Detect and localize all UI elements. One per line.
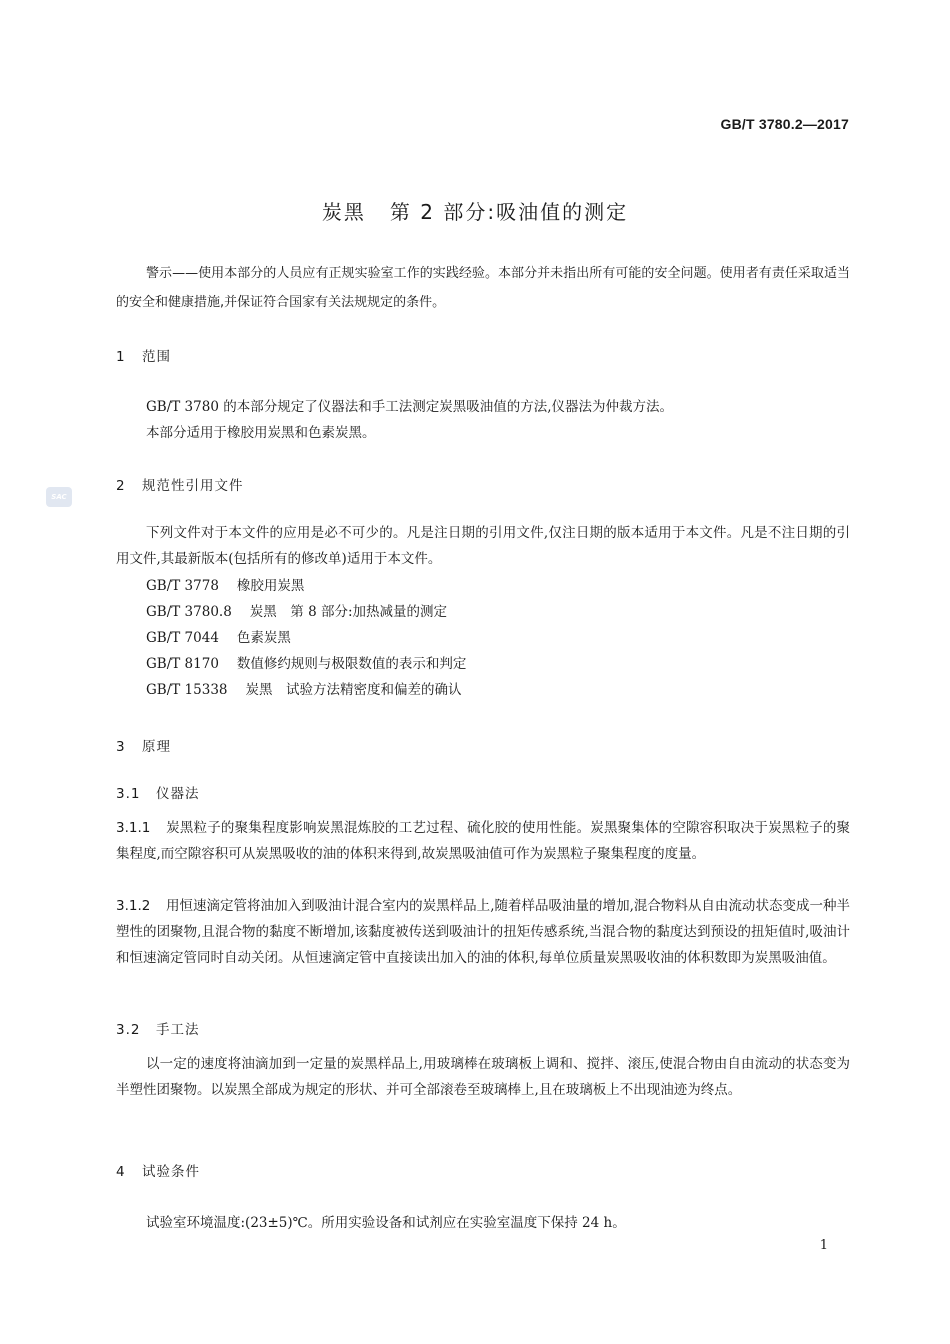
reference-code: GB/T 3780.8 [146,604,232,620]
section-3-2-heading [116,1018,200,1038]
section-number: 4 [116,1164,126,1180]
section-1-heading [116,345,171,365]
reference-code: GB/T 8170 [146,656,219,672]
standard-code: GB/T 3780.2—2017 [720,116,849,132]
page-title [0,196,950,225]
title-part1: 炭黑 [321,200,366,224]
clause-text: 用恒速滴定管将油加入到吸油计混合室内的炭黑样品上,随着样品吸油量的增加,混合物料从自由流动状态变成一种半塑性的团聚物,且混合物的黏度不断增加,该黏度被传送到吸油计的扭矩传感系统,当混合物的黏度达到预设的扭矩值时,吸油计和恒速滴定管同时自动关闭。从恒速滴定管中直接读出加入的油的体积,每单位质量炭黑吸收油的体积数即为炭黑吸油值。 [116,898,850,966]
section-number: 3.1 [116,786,141,802]
section-3-1-heading [116,782,200,802]
section-4-heading [116,1160,200,1180]
page-number: 1 [819,1238,828,1253]
clause-3-1-2 [116,893,850,971]
section-title: 手工法 [156,1022,200,1038]
manual-method-paragraph: 以一定的速度将油滴加到一定量的炭黑样品上,用玻璃棒在玻璃板上调和、搅拌、滚压,使混合物由自由流动的状态变为半塑性团聚物。以炭黑全部成为规定的形状、并可全部滚卷至玻璃棒上,且在玻璃板上不出现油迹为终点。 [116,1056,850,1098]
section-2-heading [116,474,244,494]
test-conditions-paragraph: 试验室环境温度:(23±5)℃。所用实验设备和试剂应在实验室温度下保持 24 h。 [146,1215,626,1231]
reference-code: GB/T 15338 [146,682,228,698]
clause-text: 炭黑粒子的聚集程度影响炭黑混炼胶的工艺过程、硫化胶的使用性能。炭黑聚集体的空隙容积取决于炭黑粒子的聚集程度,而空隙容积可从炭黑吸收的油的体积来得到,故炭黑吸油值可作为炭黑粒子聚集程度的度量。 [116,820,850,862]
reference-code: GB/T 7044 [146,630,219,646]
section-title: 规范性引用文件 [142,478,244,494]
section-title: 范围 [142,349,171,365]
reference-item [146,626,291,646]
reference-name: 橡胶用炭黑 [236,578,305,594]
section-3-heading [116,735,171,755]
title-part2: 第 2 部分:吸油值的测定 [389,200,629,224]
reference-item [146,600,447,620]
reference-item [146,678,462,698]
section-number: 3.2 [116,1022,141,1038]
scope-paragraph-2: 本部分适用于橡胶用炭黑和色素炭黑。 [146,425,376,441]
section-number: 3 [116,739,126,755]
reference-name: 数值修约规则与极限数值的表示和判定 [236,656,467,672]
section-title: 仪器法 [156,786,200,802]
scope-paragraph-1: GB/T 3780 的本部分规定了仪器法和手工法测定炭黑吸油值的方法,仪器法为仲裁方法。 [146,399,673,415]
section-number: 1 [116,349,126,365]
clause-number: 3.1.2 [116,898,151,914]
section-number: 2 [116,478,126,494]
sac-logo-watermark: SAC [46,487,72,507]
reference-code: GB/T 3778 [146,578,219,594]
reference-name: 色素炭黑 [236,630,291,646]
reference-name: 炭黑 第 8 部分:加热减量的测定 [249,604,448,620]
clause-number: 3.1.1 [116,820,151,836]
references-intro: 下列文件对于本文件的应用是必不可少的。凡是注日期的引用文件,仅注日期的版本适用于本文件。凡是不注日期的引用文件,其最新版本(包括所有的修改单)适用于本文件。 [116,525,850,567]
clause-3-1-1 [116,815,850,867]
reference-name: 炭黑 试验方法精密度和偏差的确认 [245,682,462,698]
reference-item [146,574,304,594]
warning-paragraph: 警示——使用本部分的人员应有正规实验室工作的实践经验。本部分并未指出所有可能的安全问题。使用者有责任采取适当的安全和健康措施,并保证符合国家有关法规规定的条件。 [116,266,850,310]
section-title: 试验条件 [142,1164,200,1180]
section-title: 原理 [142,739,171,755]
reference-item [146,652,466,672]
